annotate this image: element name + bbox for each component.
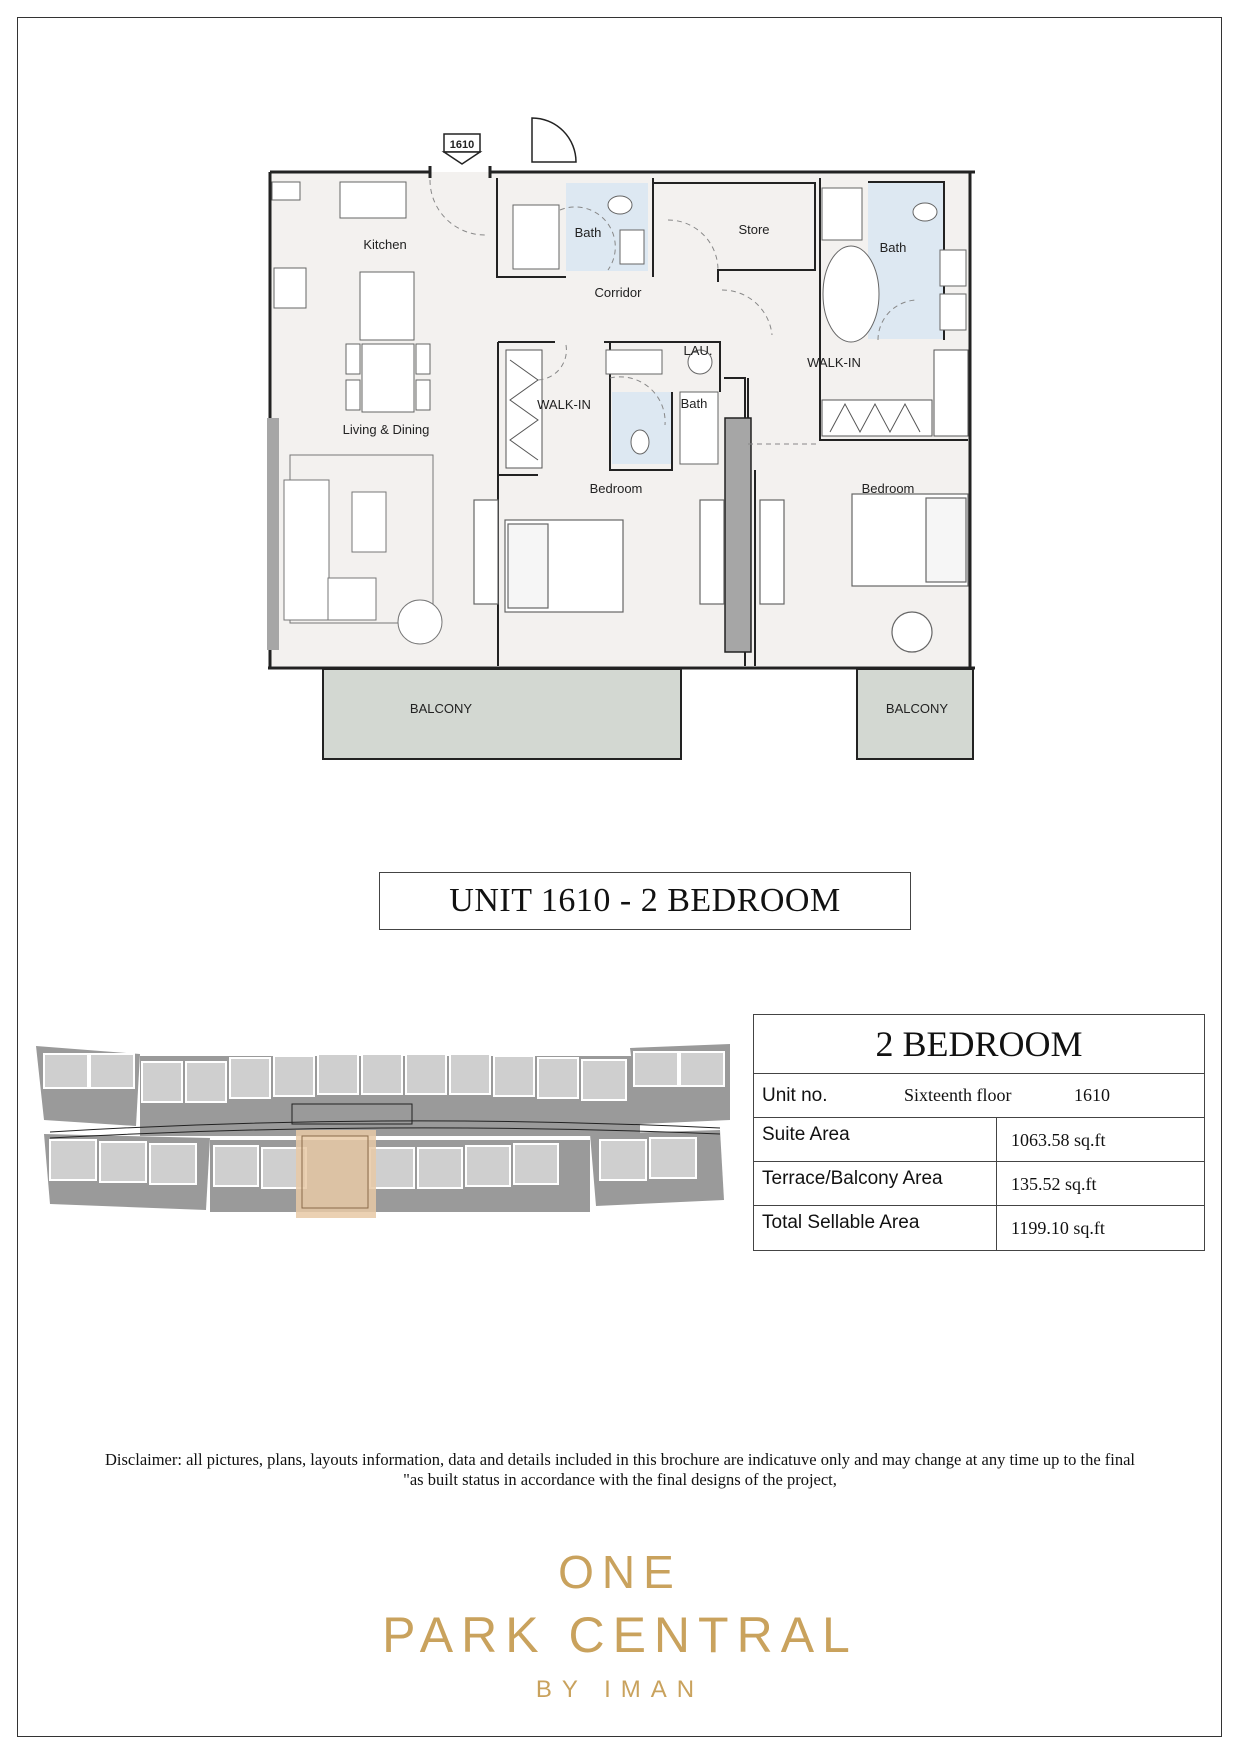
disclaimer-line-2: "as built status in accordance with the final designs of the project, [403, 1470, 837, 1489]
disclaimer [60, 1450, 1180, 1490]
key-plan-unit-highlight [296, 1130, 376, 1218]
area-value: 1199.10 sq.ft [1011, 1218, 1105, 1238]
window-pier [267, 418, 279, 650]
room-label-corridor: Corridor [594, 285, 642, 300]
room-label-bath-3: Bath [680, 396, 708, 411]
room-label-bedroom-2: Bedroom [861, 481, 915, 496]
balcony-left [323, 669, 681, 759]
logo-line-park-central: PARK CENTRAL [382, 1607, 858, 1663]
room-label-bedroom-1: Bedroom [589, 481, 643, 496]
room-label-kitchen: Kitchen [363, 237, 407, 252]
room-label-lau: LAU. [683, 343, 713, 358]
room-label-bath-2: Bath [879, 240, 907, 255]
floor-key-plan [30, 1040, 740, 1230]
area-label: Total Sellable Area [754, 1206, 997, 1250]
unit-no-label: Unit no. [762, 1084, 828, 1106]
room-label-walkin-2: WALK-IN [807, 355, 861, 370]
room-label-bath-1: Bath [574, 225, 602, 240]
unit-tag-marker [444, 134, 480, 164]
area-value: 135.52 sq.ft [1011, 1174, 1097, 1194]
room-label-store: Store [738, 222, 770, 237]
unit-no-value: 1610 [1074, 1085, 1110, 1105]
logo-line-one: ONE [558, 1546, 682, 1598]
room-label-balcony-2: BALCONY [885, 701, 949, 716]
room-label-living-dining: Living & Dining [342, 422, 430, 437]
floor-plan [0, 0, 1241, 780]
info-table-heading: 2 BEDROOM [754, 1015, 1204, 1074]
room-label-walkin-1: WALK-IN [537, 397, 591, 412]
brand-logo [360, 1525, 880, 1715]
logo-line-by-iman: BY IMAN [535, 1676, 705, 1703]
area-label: Suite Area [754, 1118, 997, 1161]
disclaimer-line-1: Disclaimer: all pictures, plans, layouts information, data and details included in this brochure are indicatuve only and may change at any time up to the final [104, 1450, 1136, 1469]
structural-column [725, 418, 751, 652]
entry-door-swing [532, 118, 576, 162]
unit-info-table [753, 1014, 1205, 1251]
area-value: 1063.58 sq.ft [1011, 1130, 1106, 1150]
table-row [754, 1162, 1204, 1206]
area-label: Terrace/Balcony Area [754, 1162, 997, 1205]
unit-tag-label: 1610 [449, 139, 475, 151]
floor-value: Sixteenth floor [904, 1085, 1012, 1105]
table-row [754, 1118, 1204, 1162]
unit-title: UNIT 1610 - 2 BEDROOM [379, 872, 911, 930]
table-row [754, 1206, 1204, 1250]
unit-number-row [754, 1074, 1204, 1118]
room-label-balcony-1: BALCONY [409, 701, 473, 716]
